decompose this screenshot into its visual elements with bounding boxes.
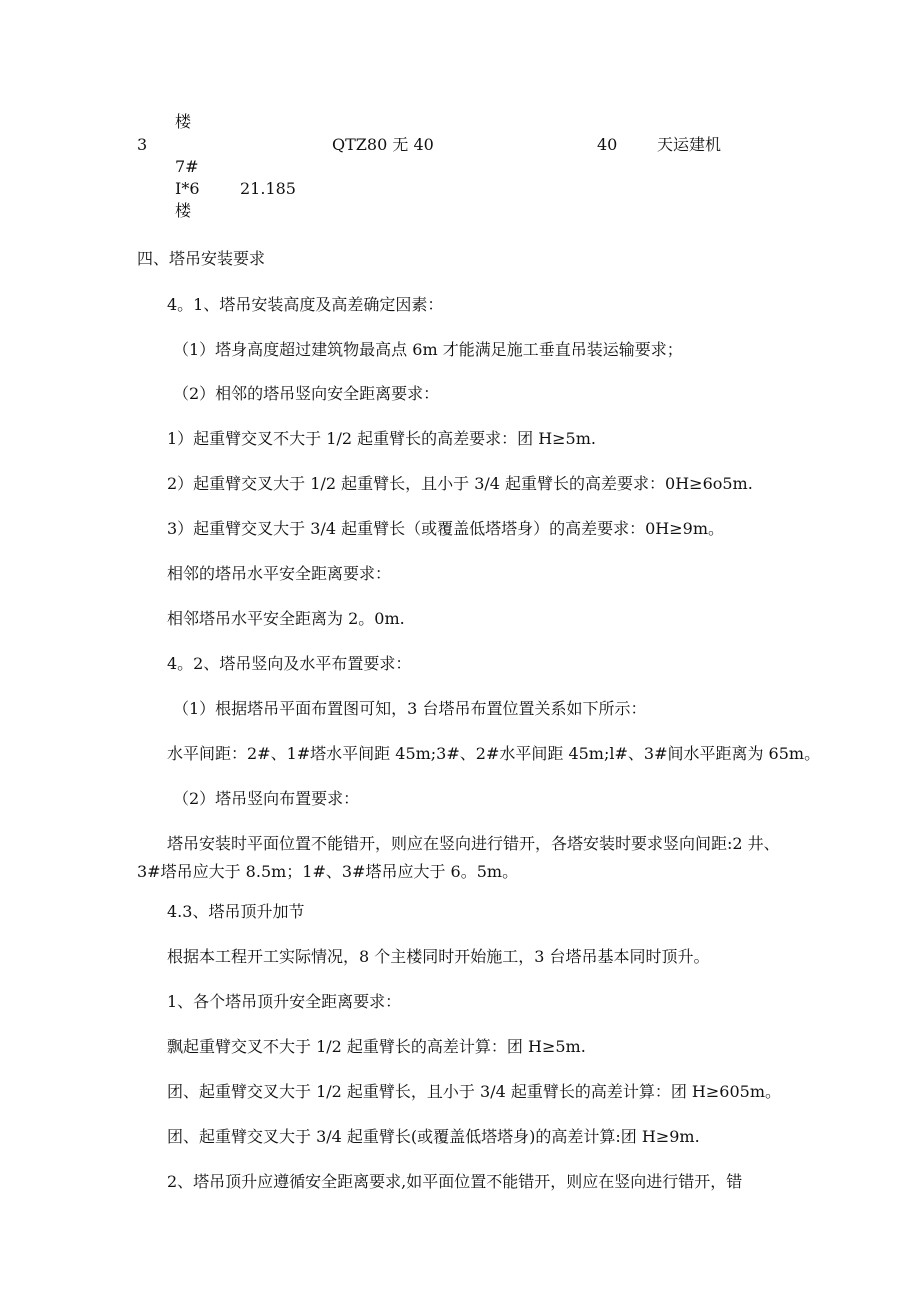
paragraph-horizontal-distance: 相邻塔吊水平安全距离为 2。0m.	[167, 609, 405, 628]
paragraph-climbing-heading: 1、各个塔吊顶升安全距离要求：	[167, 992, 402, 1011]
section-title: 四、塔吊安装要求	[137, 249, 266, 268]
paragraph-climbing-req-3: 团、起重臂交叉大于 3/4 起重臂长(或覆盖低塔塔身)的高差计算:团 H≥9m.	[167, 1127, 700, 1146]
paragraph-climbing-rule: 2、塔吊顶升应遵循安全距离要求,如平面位置不能错开，则应在竖向进行错开，错	[167, 1172, 743, 1191]
paragraph-climbing-req-2: 团、起重臂交叉大于 1/2 起重臂长，且小于 3/4 起重臂长的高差计算：团 H≥605m。	[167, 1082, 782, 1101]
paragraph-item-2: （2）相邻的塔吊竖向安全距离要求：	[173, 384, 440, 403]
paragraph-req-3: 3）起重臂交叉大于 3/4 起重臂长（或覆盖低塔塔身）的高差要求：0H≥9m。	[167, 519, 724, 538]
table-cell-company: 天运建机	[657, 135, 722, 154]
paragraph-4-1: 4。1、塔吊安装高度及高差确定因素：	[167, 295, 444, 314]
paragraph-layout-item-1: （1）根据塔吊平面布置图可知，3 台塔吊布置位置关系如下所示：	[173, 699, 647, 718]
table-cell-building-char: 楼	[175, 112, 192, 131]
table-cell-row-number: 3	[137, 135, 148, 154]
paragraph-vertical-offset-text: 塔吊安装时平面位置不能错开，则应在竖向进行错开，各塔安装时要求竖向间距:2 井、3#塔吊应大于 8.5m；1#、3#塔吊应大于 6。5m。	[137, 834, 780, 881]
table-cell-building-number: 7#	[175, 157, 199, 176]
table-cell-building-char-2: 楼	[175, 201, 192, 220]
paragraph-horizontal-heading: 相邻的塔吊水平安全距离要求：	[167, 564, 392, 583]
paragraph-4-2: 4。2、塔吊竖向及水平布置要求：	[167, 654, 412, 673]
paragraph-layout-item-2: （2）塔吊竖向布置要求：	[173, 789, 360, 808]
table-cell-crane-model: QTZ80 无 40	[332, 135, 434, 154]
paragraph-vertical-offset	[137, 830, 797, 886]
paragraph-climbing-req-1: 飘起重臂交叉不大于 1/2 起重臂长的高差计算：团 H≥5m.	[167, 1037, 586, 1056]
table-cell-mark: I*6	[175, 179, 200, 198]
paragraph-item-1: （1）塔身高度超过建筑物最高点 6m 才能满足施工垂直吊装运输要求；	[173, 340, 683, 359]
table-cell-value: 21.185	[240, 179, 296, 198]
paragraph-req-1: 1）起重臂交叉不大于 1/2 起重臂长的高差要求：团 H≥5m.	[167, 429, 596, 448]
paragraph-4-3: 4.3、塔吊顶升加节	[167, 902, 305, 921]
paragraph-construction-status: 根据本工程开工实际情况，8 个主楼同时开始施工，3 台塔吊基本同时顶升。	[167, 947, 710, 966]
paragraph-horizontal-spacing: 水平间距：2#、1#塔水平间距 45m;3#、2#水平间距 45m;l#、3#间水平距离为 65m。	[167, 744, 821, 763]
paragraph-req-2: 2）起重臂交叉大于 1/2 起重臂长，且小于 3/4 起重臂长的高差要求：0H≥6o5m.	[167, 474, 753, 493]
table-cell-height: 40	[597, 135, 618, 154]
